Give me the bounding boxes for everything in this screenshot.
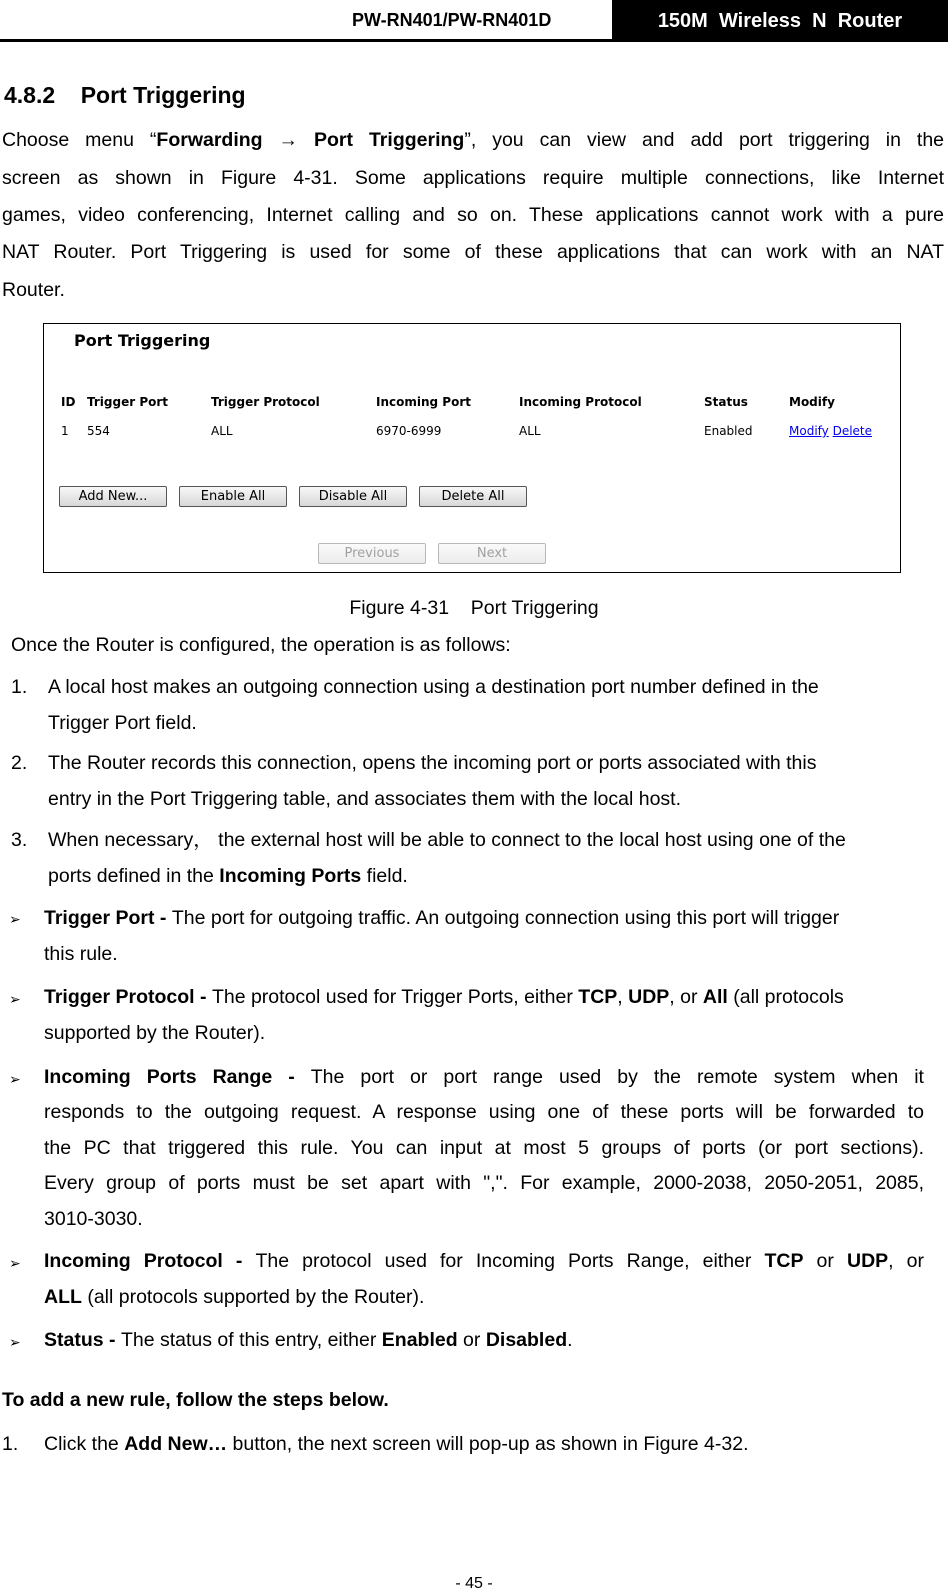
step-2-line-2: entry in the Port Triggering table, and associates them with the local host. [48,788,682,810]
intro-line-2: screen as shown in Figure 4-31. Some applications require multiple connections, like Internet [2,167,944,189]
section-title: Port Triggering [80,82,246,108]
def-trigger-port-line-2: this rule. [44,943,118,965]
bullet-arrow-icon: ➢ [9,911,21,927]
modify-link[interactable]: Modify [789,424,829,438]
def-incoming-range-line-5: 3010-3030. [44,1208,143,1230]
delete-all-button[interactable]: Delete All [419,486,527,507]
def-incoming-protocol-line-2: ALL (all protocols supported by the Router). [44,1286,425,1308]
row-status: Enabled [704,424,753,438]
operation-intro: Once the Router is configured, the operation is as follows: [11,634,511,656]
def-trigger-port-line-1: Trigger Port - The port for outgoing traffic. An outgoing connection using this port will trigger [44,907,840,929]
add-step-text: Click the Add New… button, the next screen will pop-up as shown in Figure 4-32. [44,1433,749,1455]
figure-title: Port Triggering [74,331,211,350]
intro-line-1: Choose menu “Forwarding → Port Triggering”, you can view and add port triggering in the [2,129,945,151]
def-status-line: Status - The status of this entry, either Enabled or Disabled. [44,1329,573,1351]
bullet-arrow-icon: ➢ [9,1334,21,1350]
def-trigger-protocol-line-1: Trigger Protocol - The protocol used for Trigger Ports, either TCP, UDP, or All (all protocols [44,986,844,1008]
step-1-line-1: A local host makes an outgoing connection using a destination port number defined in the [48,676,819,698]
add-step-number: 1. [2,1433,19,1455]
step-1-number: 1. [11,676,28,698]
step-2-number: 2. [11,752,28,774]
figure-caption: Figure 4-31 Port Triggering [349,597,599,619]
port-triggering-figure [43,323,901,573]
intro-line-3: games, video conferencing, Internet calling and so on. These applications cannot work with a pure [2,204,944,226]
col-status: Status [704,395,748,409]
next-button[interactable]: Next [438,543,546,564]
header-rule [0,39,948,42]
bullet-arrow-icon: ➢ [9,1255,21,1271]
previous-button[interactable]: Previous [318,543,426,564]
step-3-line-1: When necessary， the external host will be able to connect to the local host using one of the [48,829,846,851]
def-incoming-range-line-4: Every group of ports must be set apart with ",". For example, 2000-2038, 2050-2051, 2085, [44,1172,924,1194]
def-incoming-protocol-line-1: Incoming Protocol - The protocol used for Incoming Ports Range, either TCP or UDP, or [44,1250,924,1272]
delete-link[interactable]: Delete [832,424,873,438]
def-trigger-protocol-line-2: supported by the Router). [44,1022,266,1044]
disable-all-button[interactable]: Disable All [299,486,407,507]
section-heading [4,82,246,109]
step-1-line-2: Trigger Port field. [48,712,197,734]
page-number: - 45 - [455,1575,493,1592]
col-trigger-port: Trigger Port [87,395,169,409]
add-new-button[interactable]: Add New... [59,486,167,507]
step-3-line-2: ports defined in the Incoming Ports field. [48,865,408,887]
intro-line-5: Router. [2,279,65,301]
header-model: PW-RN401/PW-RN401D [352,10,552,30]
col-id: ID [61,395,76,409]
col-incoming-protocol: Incoming Protocol [519,395,642,409]
intro-line-4: NAT Router. Port Triggering is used for some of these applications that can work with an NAT [2,241,944,263]
row-trigger-protocol: ALL [211,424,233,438]
row-id: 1 [61,424,69,438]
row-modify-cell [789,424,872,438]
enable-all-button[interactable]: Enable All [179,486,287,507]
def-incoming-range-line-2: responds to the outgoing request. A response using one of these ports will be forwarded to [44,1101,924,1123]
step-3-number: 3. [11,829,28,851]
row-incoming-port: 6970-6999 [376,424,442,438]
def-incoming-range-line-1: Incoming Ports Range - The port or port range used by the remote system when it [44,1066,924,1088]
bullet-arrow-icon: ➢ [9,991,21,1007]
add-rule-heading: To add a new rule, follow the steps below. [2,1389,389,1411]
bullet-arrow-icon: ➢ [9,1071,21,1087]
header-product: 150M Wireless N Router [612,0,948,40]
col-incoming-port: Incoming Port [376,395,471,409]
def-incoming-range-line-3: the PC that triggered this rule. You can input at most 5 groups of ports (or port sections). [44,1137,924,1159]
section-number: 4.8.2 [4,82,56,108]
row-incoming-protocol: ALL [519,424,541,438]
step-2-line-1: The Router records this connection, opens the incoming port or ports associated with this [48,752,817,774]
row-trigger-port: 554 [87,424,110,438]
col-trigger-protocol: Trigger Protocol [211,395,320,409]
col-modify: Modify [789,395,835,409]
